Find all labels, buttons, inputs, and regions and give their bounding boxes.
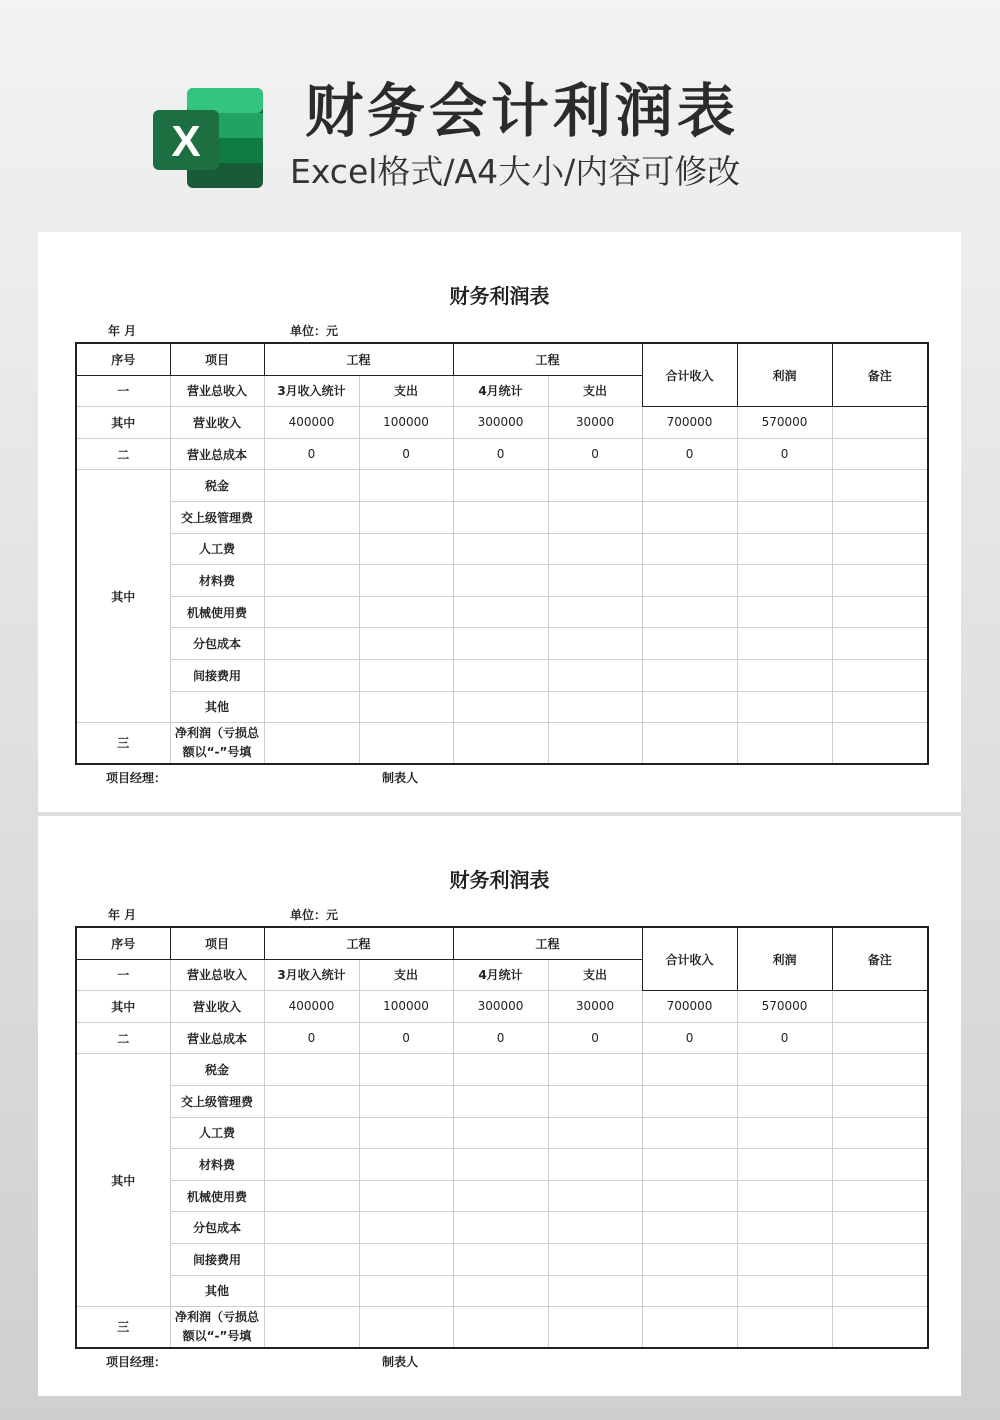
table-cell bbox=[264, 596, 359, 628]
table-cell bbox=[642, 470, 737, 502]
row-three-item: 净利润（亏损总额以“-”号填 bbox=[170, 723, 264, 765]
cost-item-label: 其他 bbox=[170, 1275, 264, 1307]
table-cell bbox=[548, 565, 642, 597]
table-cell bbox=[642, 596, 737, 628]
table-cell bbox=[832, 1243, 928, 1275]
unit-label: 单位：元 bbox=[290, 324, 339, 338]
row-three-no: 三 bbox=[76, 1307, 170, 1349]
income-value-cell: 300000 bbox=[453, 407, 548, 439]
cost-item-label: 交上级管理费 bbox=[170, 1085, 264, 1117]
table-cell bbox=[642, 1117, 737, 1149]
row-two-no: 二 bbox=[76, 438, 170, 470]
table-cell bbox=[832, 1180, 928, 1212]
income-value-cell: 570000 bbox=[737, 991, 832, 1023]
cost-value-cell: 0 bbox=[642, 438, 737, 470]
table-cell bbox=[737, 1180, 832, 1212]
header-sub-march: 3月收入统计 bbox=[264, 375, 359, 407]
table-cell bbox=[642, 533, 737, 565]
table-cell bbox=[359, 628, 453, 660]
table-cell bbox=[642, 1243, 737, 1275]
table-cell bbox=[737, 1243, 832, 1275]
header-no: 序号 bbox=[76, 927, 170, 959]
income-value-cell: 570000 bbox=[737, 407, 832, 439]
cost-value-cell: 0 bbox=[359, 1022, 453, 1054]
header-remark: 备注 bbox=[832, 343, 928, 407]
table-cell bbox=[832, 501, 928, 533]
table-cell bbox=[737, 533, 832, 565]
table-cell bbox=[737, 501, 832, 533]
row-income-no: 其中 bbox=[76, 991, 170, 1023]
cost-item-label: 间接费用 bbox=[170, 659, 264, 691]
table-cell bbox=[548, 1180, 642, 1212]
income-value-cell: 30000 bbox=[548, 991, 642, 1023]
table-cell bbox=[832, 723, 928, 765]
table-cell bbox=[264, 628, 359, 660]
cost-value-cell: 0 bbox=[737, 1022, 832, 1054]
income-value-cell: 700000 bbox=[642, 991, 737, 1023]
table-cell bbox=[264, 659, 359, 691]
cost-value-cell: 0 bbox=[642, 1022, 737, 1054]
table-cell bbox=[737, 1212, 832, 1244]
table-cell bbox=[453, 1085, 548, 1117]
header-sub-april: 4月统计 bbox=[453, 375, 548, 407]
table-cell bbox=[453, 1180, 548, 1212]
table-cell bbox=[548, 1085, 642, 1117]
sheet-title: 财务利润表 bbox=[449, 868, 550, 892]
year-month-label: 年 月 bbox=[108, 908, 137, 922]
table-cell bbox=[453, 533, 548, 565]
table-cell bbox=[359, 1117, 453, 1149]
table-cell bbox=[737, 1117, 832, 1149]
table-cell bbox=[832, 659, 928, 691]
table-cell bbox=[548, 1117, 642, 1149]
table-cell bbox=[832, 565, 928, 597]
income-value-cell bbox=[832, 991, 928, 1023]
table-cell bbox=[832, 470, 928, 502]
header-profit: 利润 bbox=[737, 927, 832, 991]
table-cell bbox=[264, 1149, 359, 1181]
cost-item-label: 间接费用 bbox=[170, 1243, 264, 1275]
header-out-1: 支出 bbox=[359, 959, 453, 991]
table-cell bbox=[832, 1085, 928, 1117]
profit-table bbox=[75, 926, 929, 1349]
project-manager-label: 项目经理： bbox=[106, 771, 167, 785]
table-cell bbox=[642, 1085, 737, 1117]
table-cell bbox=[359, 533, 453, 565]
project-manager-label: 项目经理： bbox=[106, 1355, 167, 1369]
row-one-no: 一 bbox=[76, 959, 170, 991]
header-project-2: 工程 bbox=[453, 927, 642, 959]
cost-item-label: 税金 bbox=[170, 1054, 264, 1086]
header-no: 序号 bbox=[76, 343, 170, 375]
cost-item-label: 机械使用费 bbox=[170, 596, 264, 628]
table-cell bbox=[264, 1180, 359, 1212]
table-cell bbox=[264, 691, 359, 723]
table-cell bbox=[264, 1085, 359, 1117]
row-two-item: 营业总成本 bbox=[170, 438, 264, 470]
income-value-cell bbox=[832, 407, 928, 439]
table-cell bbox=[359, 1180, 453, 1212]
table-cell bbox=[548, 596, 642, 628]
table-cell bbox=[832, 1054, 928, 1086]
row-two-item: 营业总成本 bbox=[170, 1022, 264, 1054]
table-cell bbox=[642, 691, 737, 723]
table-cell bbox=[264, 470, 359, 502]
cost-value-cell: 0 bbox=[453, 1022, 548, 1054]
table-cell bbox=[359, 691, 453, 723]
row-income-item: 营业收入 bbox=[170, 407, 264, 439]
table-cell bbox=[832, 1212, 928, 1244]
sheet-title: 财务利润表 bbox=[449, 284, 550, 308]
table-cell bbox=[359, 470, 453, 502]
table-cell bbox=[453, 1212, 548, 1244]
table-cell bbox=[737, 565, 832, 597]
table-cell bbox=[548, 1307, 642, 1349]
table-cell bbox=[548, 1275, 642, 1307]
cost-value-cell: 0 bbox=[264, 438, 359, 470]
table-cell bbox=[737, 1275, 832, 1307]
sheet-1 bbox=[38, 232, 961, 812]
table-cell bbox=[737, 470, 832, 502]
income-value-cell: 400000 bbox=[264, 407, 359, 439]
table-cell bbox=[737, 596, 832, 628]
header-project-1: 工程 bbox=[264, 343, 453, 375]
table-cell bbox=[548, 1243, 642, 1275]
table-cell bbox=[737, 1149, 832, 1181]
cost-value-cell: 0 bbox=[737, 438, 832, 470]
income-value-cell: 700000 bbox=[642, 407, 737, 439]
table-cell bbox=[642, 628, 737, 660]
table-cell bbox=[453, 1117, 548, 1149]
header-project-1: 工程 bbox=[264, 927, 453, 959]
table-cell bbox=[642, 1275, 737, 1307]
cost-value-cell: 0 bbox=[548, 1022, 642, 1054]
table-cell bbox=[453, 596, 548, 628]
table-cell bbox=[264, 533, 359, 565]
table-cell bbox=[359, 1212, 453, 1244]
table-cell bbox=[264, 565, 359, 597]
table-cell bbox=[453, 1275, 548, 1307]
table-cell bbox=[359, 1149, 453, 1181]
table-cell bbox=[264, 1054, 359, 1086]
table-cell bbox=[264, 1243, 359, 1275]
main-title: 财务会计利润表 bbox=[305, 77, 740, 145]
header-profit: 利润 bbox=[737, 343, 832, 407]
table-cell bbox=[359, 565, 453, 597]
income-value-cell: 100000 bbox=[359, 991, 453, 1023]
row-one-item: 营业总收入 bbox=[170, 959, 264, 991]
row-three-item: 净利润（亏损总额以“-”号填 bbox=[170, 1307, 264, 1349]
table-cell bbox=[264, 1307, 359, 1349]
row-one-no: 一 bbox=[76, 375, 170, 407]
table-cell bbox=[359, 1085, 453, 1117]
table-cell bbox=[264, 501, 359, 533]
table-cell bbox=[832, 1307, 928, 1349]
profit-table bbox=[75, 342, 929, 765]
table-cell bbox=[737, 1307, 832, 1349]
table-cell bbox=[548, 501, 642, 533]
header-total-income: 合计收入 bbox=[642, 927, 737, 991]
unit-label: 单位：元 bbox=[290, 908, 339, 922]
table-cell bbox=[548, 659, 642, 691]
table-cell bbox=[642, 659, 737, 691]
table-cell bbox=[264, 1275, 359, 1307]
table-cell bbox=[642, 1307, 737, 1349]
income-value-cell: 30000 bbox=[548, 407, 642, 439]
table-cell bbox=[737, 628, 832, 660]
cost-item-label: 分包成本 bbox=[170, 628, 264, 660]
sub-title: Excel格式/A4大小/内容可修改 bbox=[290, 152, 741, 191]
table-cell bbox=[642, 1149, 737, 1181]
table-maker-label: 制表人 bbox=[382, 771, 419, 785]
table-cell bbox=[737, 1085, 832, 1117]
header-sub-march: 3月收入统计 bbox=[264, 959, 359, 991]
table-cell bbox=[453, 565, 548, 597]
table-cell bbox=[642, 565, 737, 597]
table-cell bbox=[548, 1149, 642, 1181]
income-value-cell: 100000 bbox=[359, 407, 453, 439]
table-cell bbox=[737, 1054, 832, 1086]
row-three-no: 三 bbox=[76, 723, 170, 765]
table-cell bbox=[453, 691, 548, 723]
table-cell bbox=[832, 533, 928, 565]
table-cell bbox=[642, 1054, 737, 1086]
sheet-2 bbox=[38, 816, 961, 1396]
table-cell bbox=[832, 628, 928, 660]
cost-item-label: 税金 bbox=[170, 470, 264, 502]
table-cell bbox=[642, 501, 737, 533]
table-cell bbox=[548, 1212, 642, 1244]
table-cell bbox=[832, 691, 928, 723]
table-cell bbox=[453, 659, 548, 691]
cost-group-label: 其中 bbox=[76, 470, 170, 723]
table-cell bbox=[737, 723, 832, 765]
table-cell bbox=[359, 1243, 453, 1275]
table-cell bbox=[832, 1275, 928, 1307]
table-cell bbox=[453, 1307, 548, 1349]
cost-value-cell bbox=[832, 438, 928, 470]
table-cell bbox=[359, 723, 453, 765]
cost-value-cell: 0 bbox=[359, 438, 453, 470]
table-cell bbox=[453, 1149, 548, 1181]
row-income-item: 营业收入 bbox=[170, 991, 264, 1023]
header-total-income: 合计收入 bbox=[642, 343, 737, 407]
table-cell bbox=[832, 1149, 928, 1181]
header-item: 项目 bbox=[170, 343, 264, 375]
table-cell bbox=[453, 1243, 548, 1275]
row-income-no: 其中 bbox=[76, 407, 170, 439]
banner bbox=[0, 0, 1000, 230]
header-out-1: 支出 bbox=[359, 375, 453, 407]
table-cell bbox=[453, 1054, 548, 1086]
table-cell bbox=[453, 723, 548, 765]
cost-item-label: 交上级管理费 bbox=[170, 501, 264, 533]
cost-value-cell bbox=[832, 1022, 928, 1054]
table-cell bbox=[548, 628, 642, 660]
cost-item-label: 机械使用费 bbox=[170, 1180, 264, 1212]
svg-text:X: X bbox=[171, 117, 201, 166]
table-cell bbox=[264, 1117, 359, 1149]
cost-item-label: 人工费 bbox=[170, 1117, 264, 1149]
table-cell bbox=[548, 691, 642, 723]
table-cell bbox=[832, 1117, 928, 1149]
header-out-2: 支出 bbox=[548, 375, 642, 407]
table-cell bbox=[548, 723, 642, 765]
table-cell bbox=[264, 1212, 359, 1244]
row-two-no: 二 bbox=[76, 1022, 170, 1054]
cost-group-label: 其中 bbox=[76, 1054, 170, 1307]
table-cell bbox=[359, 1275, 453, 1307]
table-cell bbox=[359, 1054, 453, 1086]
cost-item-label: 材料费 bbox=[170, 565, 264, 597]
income-value-cell: 300000 bbox=[453, 991, 548, 1023]
income-value-cell: 400000 bbox=[264, 991, 359, 1023]
table-cell bbox=[548, 533, 642, 565]
cost-item-label: 材料费 bbox=[170, 1149, 264, 1181]
header-sub-april: 4月统计 bbox=[453, 959, 548, 991]
cost-value-cell: 0 bbox=[548, 438, 642, 470]
table-cell bbox=[359, 501, 453, 533]
table-cell bbox=[453, 501, 548, 533]
header-remark: 备注 bbox=[832, 927, 928, 991]
table-cell bbox=[359, 596, 453, 628]
table-cell bbox=[453, 470, 548, 502]
table-cell bbox=[264, 723, 359, 765]
table-cell bbox=[642, 1180, 737, 1212]
table-cell bbox=[642, 1212, 737, 1244]
table-maker-label: 制表人 bbox=[382, 1355, 419, 1369]
table-cell bbox=[737, 659, 832, 691]
header-project-2: 工程 bbox=[453, 343, 642, 375]
table-cell bbox=[548, 470, 642, 502]
table-cell bbox=[453, 628, 548, 660]
row-one-item: 营业总收入 bbox=[170, 375, 264, 407]
table-cell bbox=[359, 1307, 453, 1349]
header-out-2: 支出 bbox=[548, 959, 642, 991]
excel-logo-icon bbox=[153, 88, 265, 188]
cost-value-cell: 0 bbox=[264, 1022, 359, 1054]
cost-item-label: 其他 bbox=[170, 691, 264, 723]
cost-item-label: 分包成本 bbox=[170, 1212, 264, 1244]
table-cell bbox=[548, 1054, 642, 1086]
header-item: 项目 bbox=[170, 927, 264, 959]
table-cell bbox=[832, 596, 928, 628]
cost-value-cell: 0 bbox=[453, 438, 548, 470]
cost-item-label: 人工费 bbox=[170, 533, 264, 565]
table-cell bbox=[642, 723, 737, 765]
table-cell bbox=[737, 691, 832, 723]
table-cell bbox=[359, 659, 453, 691]
year-month-label: 年 月 bbox=[108, 324, 137, 338]
